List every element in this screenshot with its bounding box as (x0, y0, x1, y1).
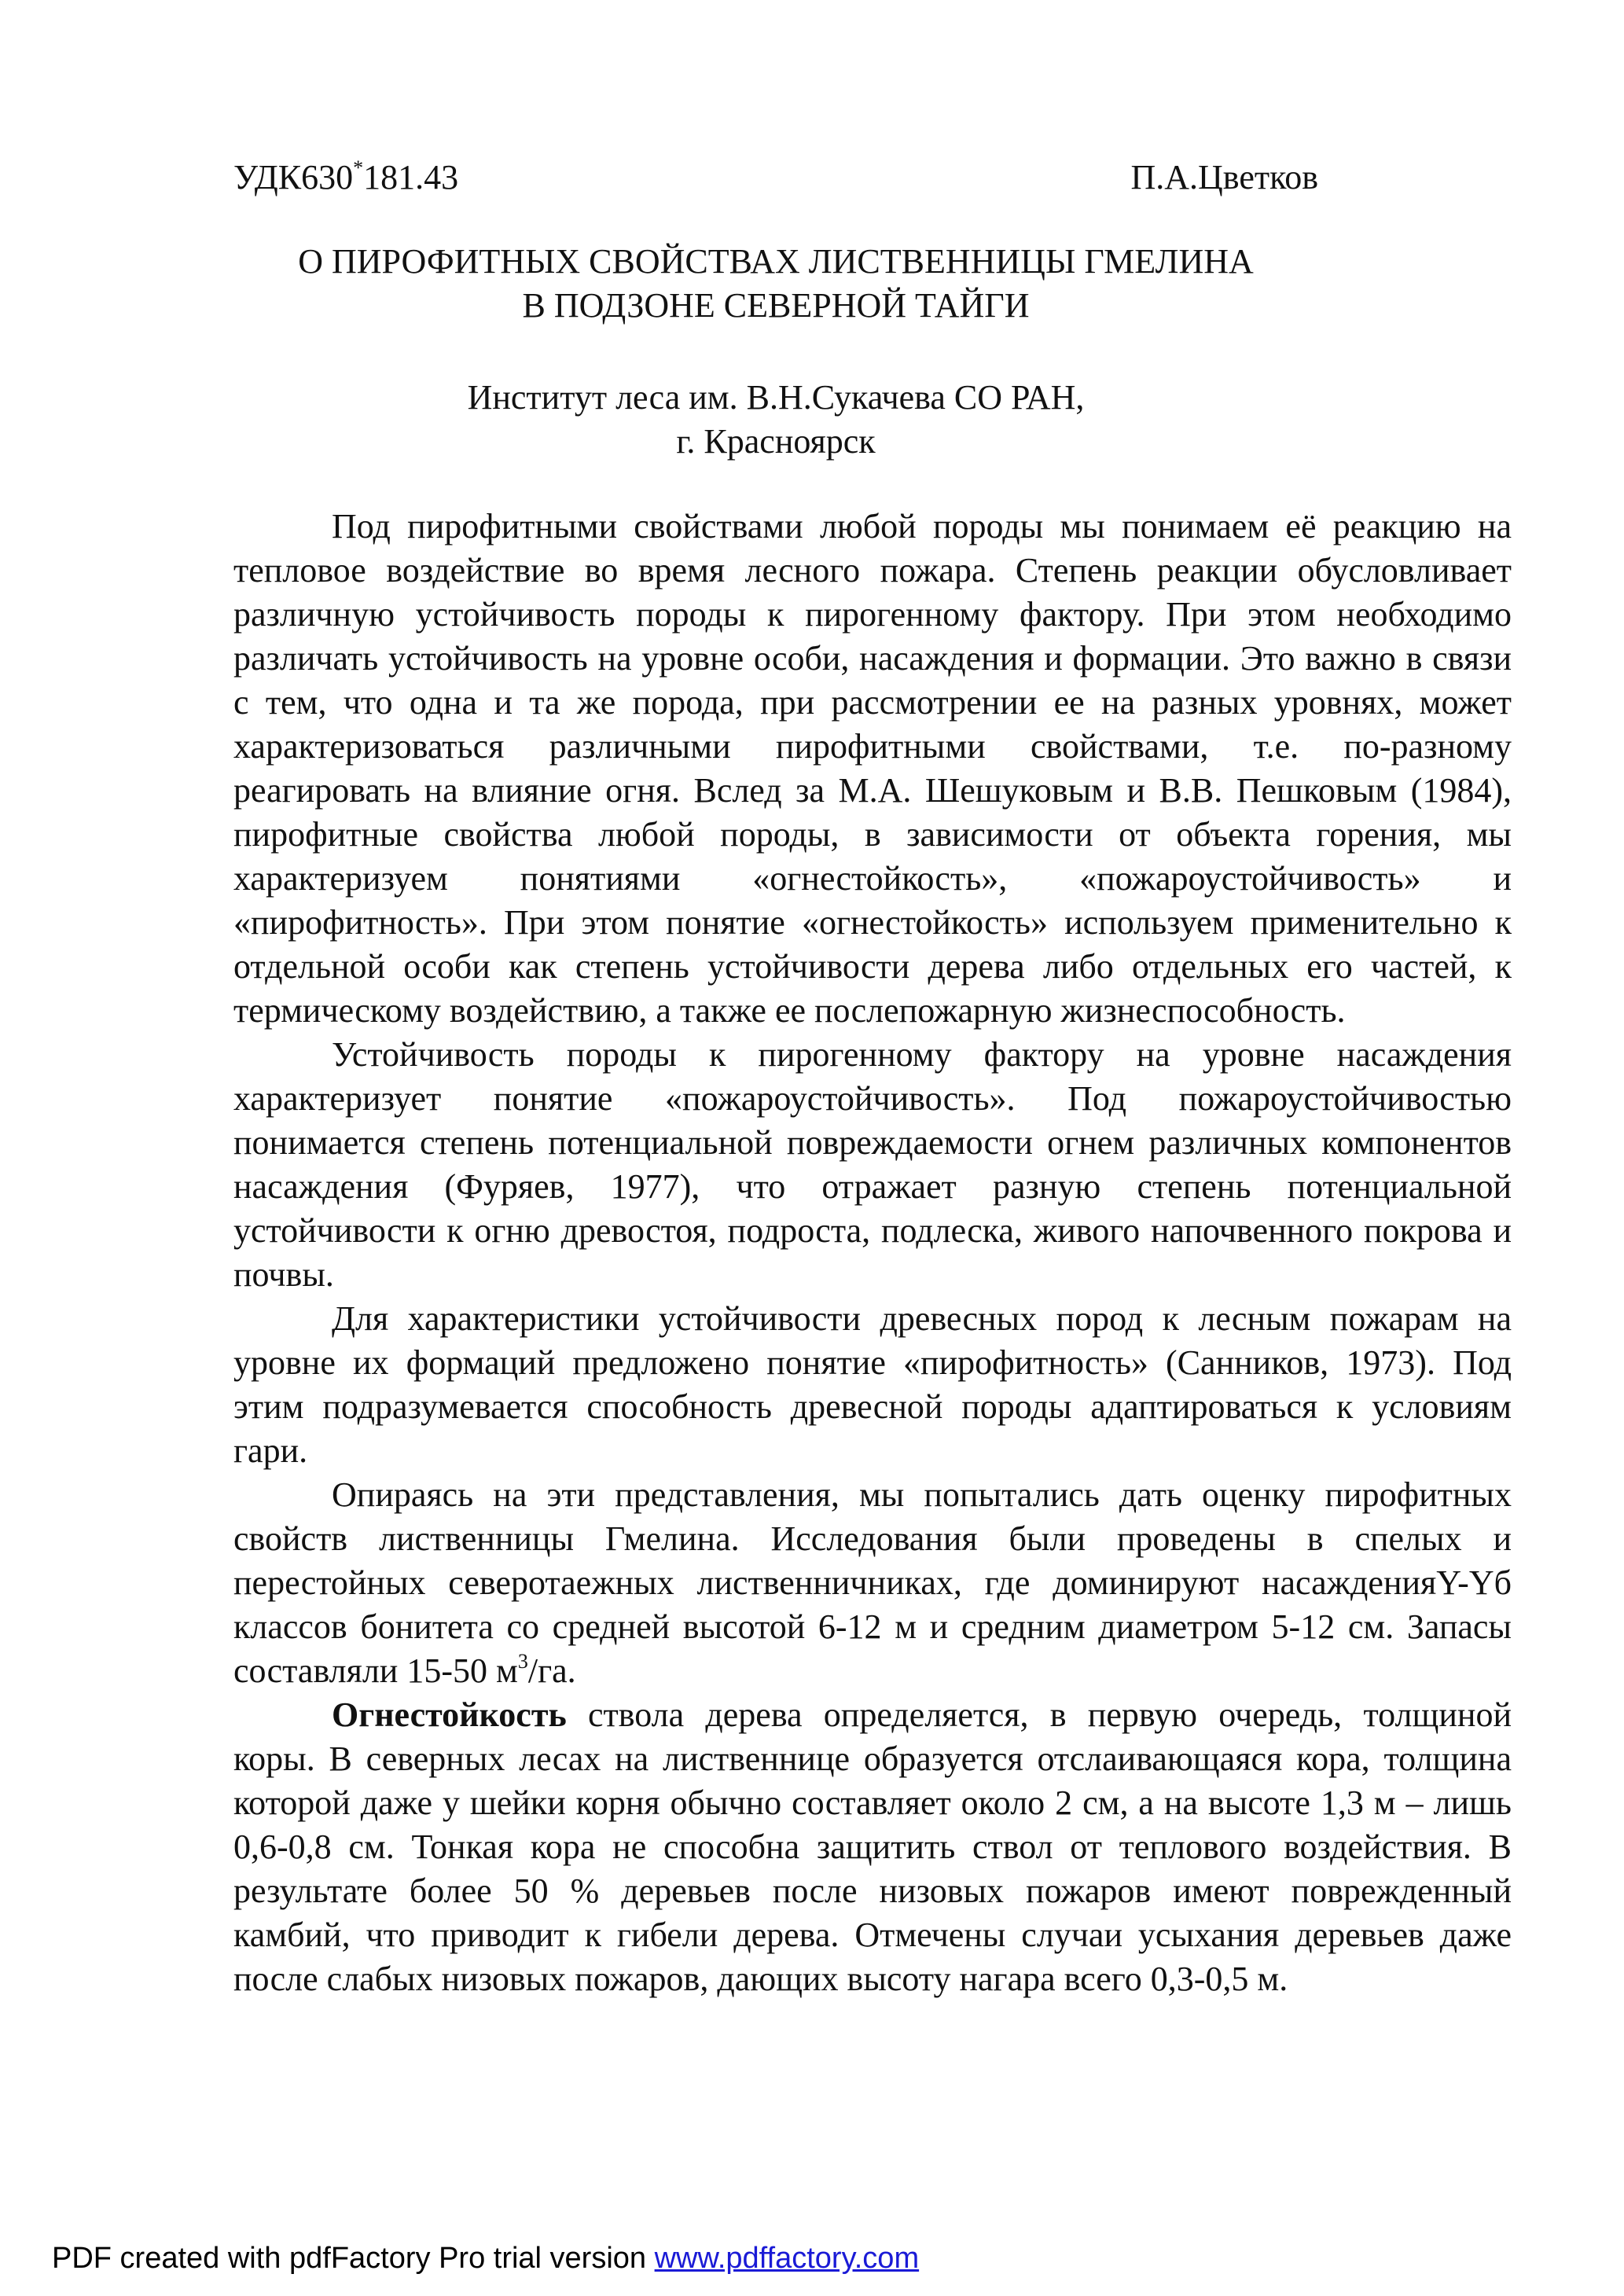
paragraph-5: Огнестойкость ствола дерева определяется, в первую очередь, толщиной коры. В северных лесах на лиственнице образуется отслаивающаяся кора, толщина которой даже у шейки корня обычно составляет около 2 см, а на высоте 1,3 м – лишь 0,6-0,8 см. Тонкая кора не способна защитить ствол от теплового воздействия. В результате более 50 % деревьев после низовых пожаров имеют поврежденный камбий, что приводит к гибели дерева. Отмечены случаи усыхания деревьев даже после слабых низовых пожаров, дающих высоту нагара всего 0,3-0,5 м. (233, 1695, 1512, 1998)
footer-link[interactable]: www.pdffactory.com (654, 2242, 920, 2275)
author-name: П.А.Цветков (1130, 158, 1318, 197)
paragraph-3: Для характеристики устойчивости древесных пород к лесным пожарам на уровне их формаций предложено понятие «пирофитность» (Санников, 1973). Под этим подразумевается способность древесной породы адаптироваться к условиям гари. (233, 1299, 1512, 1470)
affiliation (233, 376, 1318, 464)
paragraph-4: Опираясь на эти представления, мы попытались дать оценку пирофитных свойств лиственницы Гмелина. Исследования были проведены в спелых и перестойных северотаежных лиственничниках, где доминируют насажденияY-Yб классов бонитета со средней высотой 6-12 м и средним диаметром 5-12 см. Запасы составляли 15-50 $м^3/га$. (233, 1475, 1512, 1690)
paragraph-1: Под пирофитными свойствами любой породы мы понимаем её реакцию на тепловое воздействие во время лесного пожара. Степень реакции обусловливает различную устойчивость породы к пирогенному фактору. При этом необходимо различать устойчивость на уровне особи, насаждения и формации. Это важно в связи с тем, что одна и та же порода, при рассмотрении ее на разных уровнях, может характеризоваться различными пирофитными свойствами, т.е. по-разному реагировать на влияние огня. Вслед за М.А. Шешуковым и В.В. Пешковым (1984), пирофитные свойства любой породы, в зависимости от объекта горения, мы характеризуем понятиями «огнестойкость», «пожароустойчивость» и «пирофитность». При этом понятие «огнестойкость» используем применительно к отдельной особи как степень устойчивости дерева либо отдельных его частей, к термическому воздействию, а также ее послепожарную жизнеспособность. (233, 507, 1512, 1030)
header-row (233, 154, 1318, 201)
title-line-1: О ПИРОФИТНЫХ СВОЙСТВАХ ЛИСТВЕННИЦЫ ГМЕЛИНА (298, 242, 1254, 281)
udk-superscript: * (353, 156, 364, 179)
affiliation-line-2: г. Красноярск (676, 422, 876, 461)
pdf-footer (52, 2239, 919, 2278)
cubic-superscript: 3 (517, 1650, 528, 1673)
term-bold: Огнестойкость (332, 1695, 567, 1734)
paragraph-2: Устойчивость породы к пирогенному фактору на уровне насаждения характеризует понятие «пожароустойчивость». Под пожароустойчивостью понимается степень потенциальной повреждаемости огнем различных компонентов насаждения (Фуряев, 1977), что отражает разную степень потенциальной устойчивости к огню древостоя, подроста, подлеска, живого напочвенного покрова и почвы. (233, 1035, 1512, 1294)
title-line-2: В ПОДЗОНЕ СЕВЕРНОЙ ТАЙГИ (522, 286, 1030, 325)
paper-title (233, 240, 1318, 328)
footer-text: PDF created with pdfFactory Pro trial version (52, 2242, 655, 2275)
affiliation-line-1: Институт леса им. В.Н.Сукачева СО РАН, (467, 378, 1085, 417)
body-text (233, 505, 1512, 2001)
udk-code: УДК630*181.43 (233, 156, 459, 197)
